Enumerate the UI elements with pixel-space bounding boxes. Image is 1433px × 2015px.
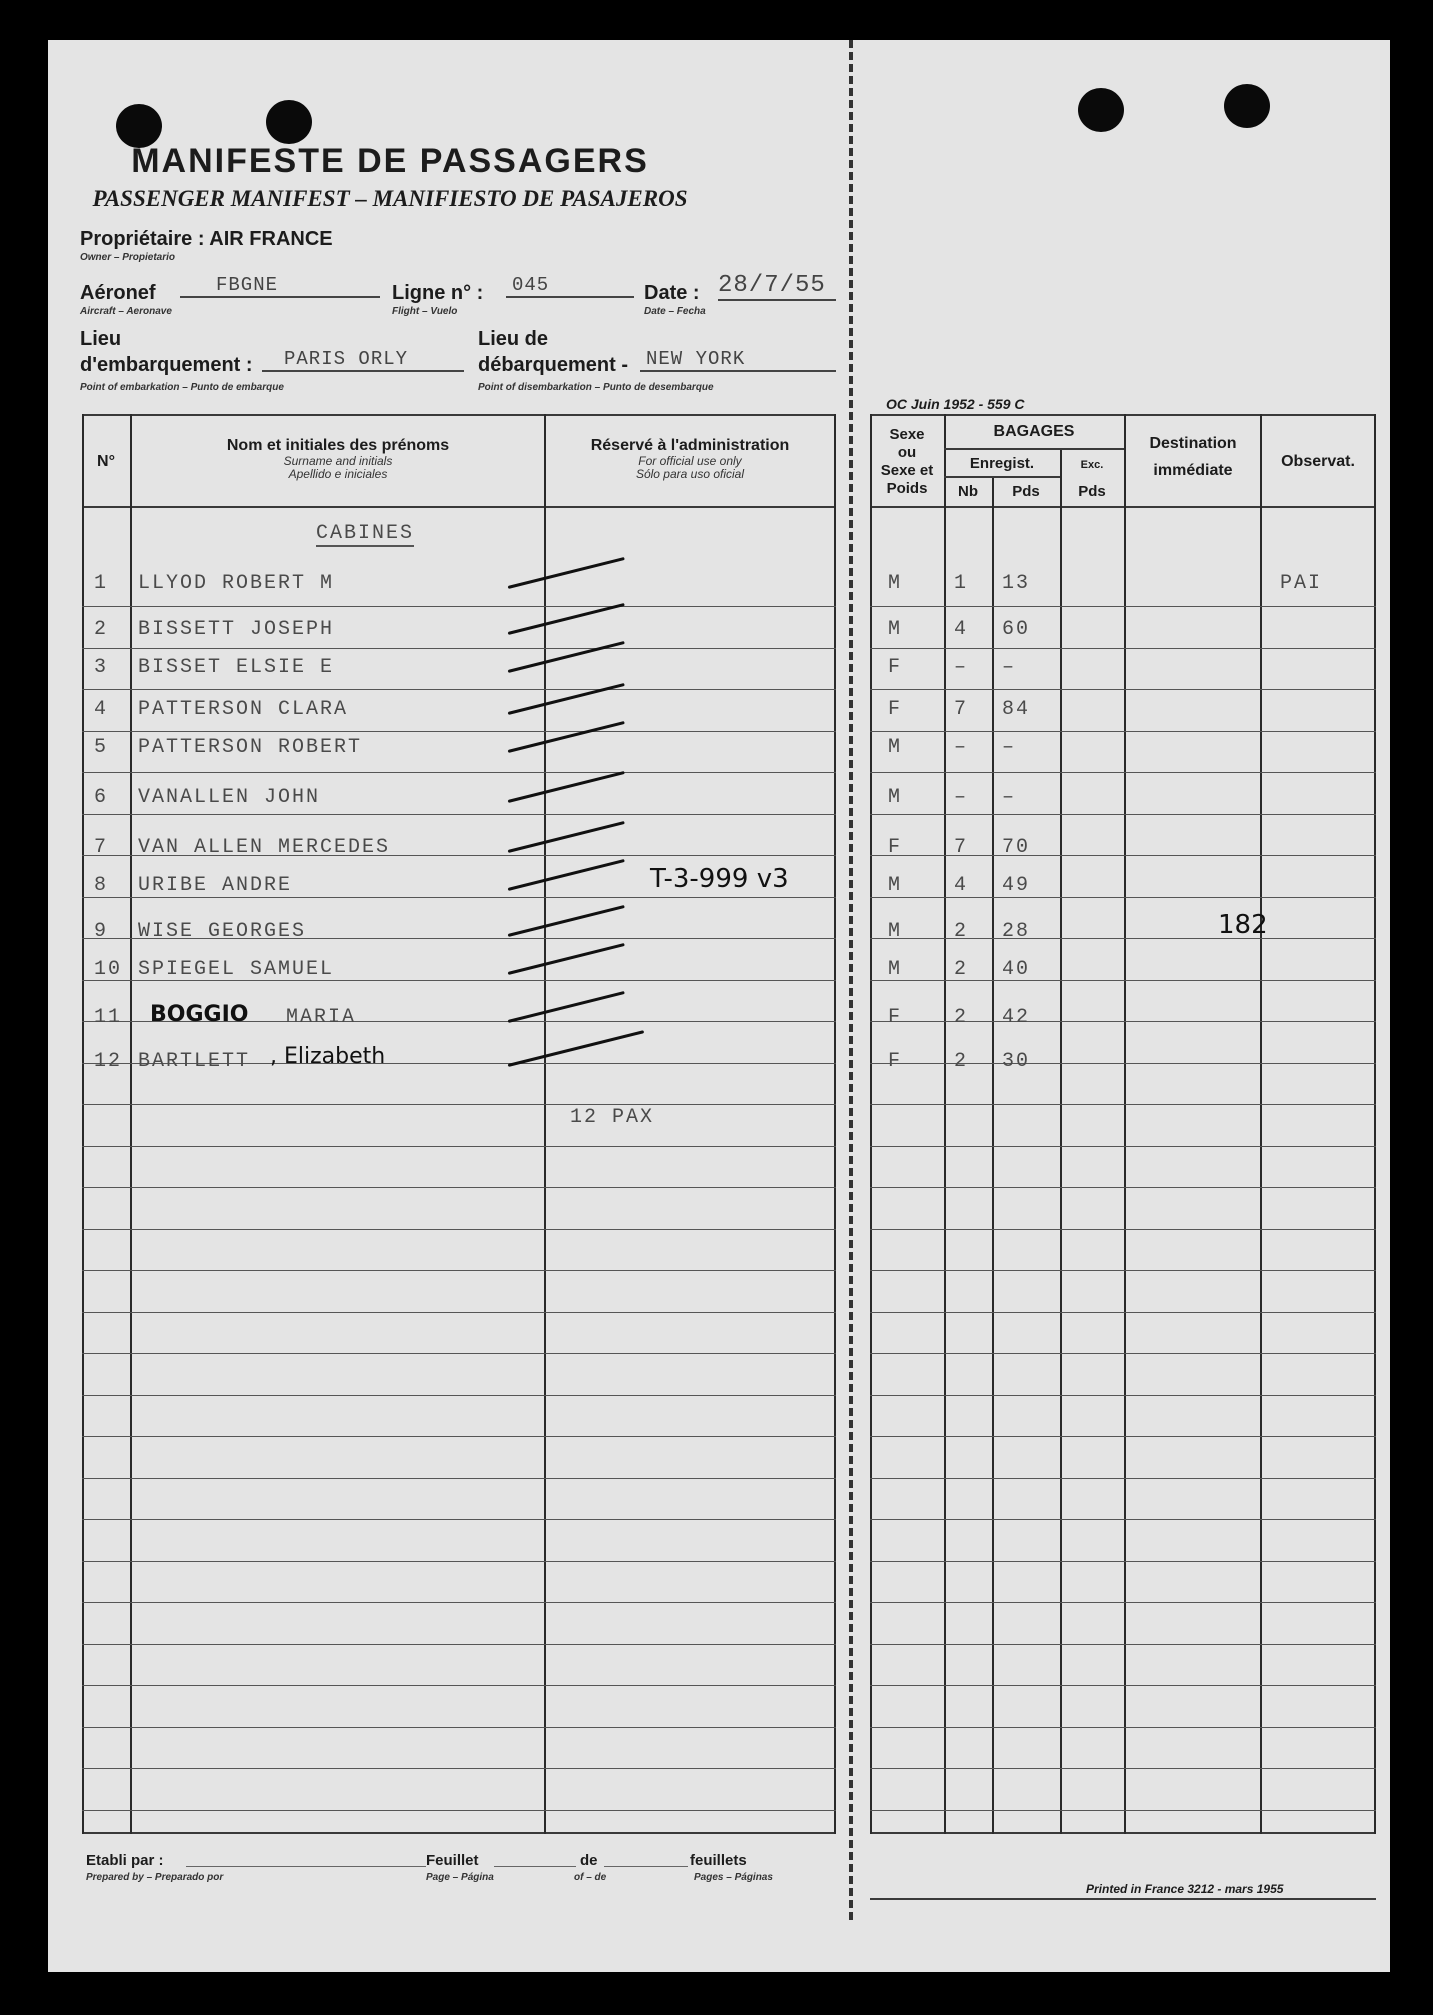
destination-handwritten: 182: [1218, 910, 1268, 940]
header-name-sub-es: Apellido e iniciales: [288, 467, 388, 481]
embark-label-1: Lieu: [80, 328, 122, 350]
footer-right-rule: [870, 1898, 1376, 1900]
footer-sheet-sub: Page – Página: [426, 1872, 494, 1883]
passenger-sex: M: [888, 736, 903, 759]
row-rule: [82, 1187, 836, 1188]
header-registered: Enregist.: [969, 455, 1035, 472]
form-reference: OC Juin 1952 - 559 C: [886, 396, 1025, 412]
right-table-edge: [870, 414, 872, 1834]
col-divider-excess: [1124, 414, 1126, 1834]
row-rule: [82, 1229, 836, 1230]
passenger-name: URIBE ANDRE: [138, 874, 293, 897]
row-rule: [870, 1229, 1376, 1230]
left-table-right: [834, 414, 836, 1834]
baggage-weight: 42: [1002, 1006, 1031, 1029]
row-rule: [870, 1063, 1376, 1064]
baggage-weight: 30: [1002, 1050, 1031, 1073]
baggage-weight: 70: [1002, 836, 1031, 859]
passenger-name: LLYOD ROBERT M: [138, 572, 335, 595]
page-title: MANIFESTE DE PASSAGERS: [131, 142, 649, 180]
registered-header-rule: [944, 476, 1060, 478]
baggage-count: –: [954, 786, 969, 809]
baggage-weight: –: [1002, 786, 1017, 809]
baggage-weight: 40: [1002, 958, 1031, 981]
header-observ: Observat.: [1281, 453, 1355, 470]
row-rule: [870, 938, 1376, 939]
row-number: 8: [94, 874, 109, 897]
row-rule: [870, 897, 1376, 898]
row-number: 11: [94, 1006, 123, 1029]
passenger-name: MARIA: [286, 1006, 357, 1029]
row-number: 6: [94, 786, 109, 809]
baggage-count: 7: [954, 698, 969, 721]
passenger-sex: F: [888, 1050, 903, 1073]
row-rule: [82, 1519, 836, 1520]
baggage-count: 4: [954, 874, 969, 897]
passenger-sex: M: [888, 874, 903, 897]
row-rule: [870, 1727, 1376, 1728]
col-divider-no: [130, 414, 132, 1834]
passenger-name: BISSET ELSIE E: [138, 656, 335, 679]
header-name-label: Nom et initiales des prénoms: [226, 437, 450, 454]
punch-hole: [1078, 88, 1124, 132]
row-number: 4: [94, 698, 109, 721]
passenger-name: VAN ALLEN MERCEDES: [138, 836, 391, 859]
footer-of-sub: of – de: [574, 1872, 607, 1883]
row-rule: [870, 772, 1376, 773]
owner-sub: Owner – Propietario: [80, 252, 176, 263]
disembark-sub: Point of disembarkation – Punto de desembarque: [478, 382, 714, 393]
section-label: CABINES: [316, 522, 415, 545]
passenger-name: BISSETT JOSEPH: [138, 618, 335, 641]
header-sex-line2: ou: [897, 444, 917, 461]
embark-label-2: d'embarquement :: [80, 354, 253, 376]
left-table-top: [82, 414, 836, 416]
row-rule: [82, 1561, 836, 1562]
baggage-count: 7: [954, 836, 969, 859]
col-divider-name: [544, 414, 546, 1834]
flight-sub: Flight – Vuelo: [392, 306, 458, 317]
baggage-count: 2: [954, 1006, 969, 1029]
header-sex: [870, 426, 944, 498]
passenger-name: BARTLETT: [138, 1050, 251, 1073]
row-number: 9: [94, 920, 109, 943]
aircraft-sub: Aircraft – Aeronave: [80, 306, 172, 317]
footer-prepared-rule: [186, 1866, 426, 1867]
footer-sheet-rule: [494, 1866, 576, 1867]
aircraft-value: FBGNE: [180, 274, 380, 298]
footer-sheets-sub: Pages – Páginas: [694, 1872, 773, 1883]
right-table-right: [1374, 414, 1376, 1834]
baggage-weight: –: [1002, 736, 1017, 759]
header-sex-line4: Poids: [886, 480, 928, 497]
row-number: 10: [94, 958, 123, 981]
passenger-name: PATTERSON CLARA: [138, 698, 349, 721]
date-value: 28/7/55: [718, 272, 836, 301]
row-rule: [82, 1810, 836, 1811]
fold-line: [849, 40, 853, 1920]
passenger-sex: M: [888, 572, 903, 595]
row-rule: [870, 648, 1376, 649]
row-rule: [82, 1478, 836, 1479]
row-rule: [870, 855, 1376, 856]
baggage-header-rule: [944, 448, 1124, 450]
passenger-name-handwritten: , Elizabeth: [270, 1044, 386, 1069]
row-rule: [870, 1810, 1376, 1811]
passenger-surname-handwritten: BOGGIO: [150, 1002, 249, 1027]
row-rule: [82, 1353, 836, 1354]
row-rule: [870, 814, 1376, 815]
baggage-weight: 84: [1002, 698, 1031, 721]
row-rule: [82, 772, 836, 773]
passenger-sex: M: [888, 786, 903, 809]
row-rule: [870, 1644, 1376, 1645]
passenger-sex: M: [888, 618, 903, 641]
row-rule: [82, 1685, 836, 1686]
left-table-bottom: [82, 1832, 836, 1834]
row-rule: [870, 731, 1376, 732]
row-rule: [82, 1146, 836, 1147]
row-number: 7: [94, 836, 109, 859]
punch-hole: [1224, 84, 1270, 128]
row-rule: [870, 1187, 1376, 1188]
passenger-name: WISE GEORGES: [138, 920, 307, 943]
row-rule: [870, 1395, 1376, 1396]
disembark-label-2: débarquement -: [478, 354, 629, 376]
baggage-weight: –: [1002, 656, 1017, 679]
left-table-edge: [82, 414, 84, 1834]
flight-value: 045: [506, 274, 634, 298]
baggage-weight: 13: [1002, 572, 1031, 595]
row-rule: [870, 1021, 1376, 1022]
header-destination-line2: immédiate: [1153, 462, 1233, 479]
embark-sub: Point of embarkation – Punto de embarque: [80, 382, 284, 393]
row-rule: [870, 1685, 1376, 1686]
row-rule: [870, 689, 1376, 690]
passenger-sex: F: [888, 698, 903, 721]
header-nb: Nb: [958, 483, 978, 500]
baggage-weight: 28: [1002, 920, 1031, 943]
manifest-sheet: [48, 40, 1390, 1972]
header-admin-label: Réservé à l'administration: [590, 437, 790, 454]
row-rule: [870, 1146, 1376, 1147]
col-divider-sex: [944, 414, 946, 1834]
total-pax: 12 PAX: [570, 1106, 655, 1129]
header-sex-line1: Sexe: [889, 426, 925, 443]
footer-of-rule: [604, 1866, 688, 1867]
col-divider-pds: [1060, 448, 1062, 1834]
row-rule: [82, 897, 836, 898]
header-name: [132, 436, 544, 481]
disembark-label-1: Lieu de: [478, 328, 549, 350]
row-rule: [82, 814, 836, 815]
header-excess: Exc.: [1080, 459, 1104, 471]
row-number: 2: [94, 618, 109, 641]
row-number: 12: [94, 1050, 123, 1073]
row-rule: [82, 1395, 836, 1396]
row-rule: [870, 1353, 1376, 1354]
row-rule: [870, 606, 1376, 607]
punch-hole: [266, 100, 312, 144]
footer-prepared-label: Etabli par :: [86, 1852, 164, 1869]
row-rule: [82, 606, 836, 607]
row-number: 3: [94, 656, 109, 679]
date-sub: Date – Fecha: [644, 306, 706, 317]
footer-sheets-label: feuillets: [690, 1852, 747, 1869]
row-rule: [870, 1312, 1376, 1313]
col-divider-destination: [1260, 414, 1262, 1834]
row-rule: [82, 1270, 836, 1271]
row-rule: [870, 1104, 1376, 1105]
row-rule: [870, 1519, 1376, 1520]
passenger-sex: M: [888, 958, 903, 981]
flight-label: Ligne n° :: [392, 282, 484, 304]
row-rule: [82, 1602, 836, 1603]
admin-note-handwritten: T-3-999 v3: [650, 864, 789, 894]
row-rule: [82, 648, 836, 649]
row-rule: [870, 1270, 1376, 1271]
baggage-count: 2: [954, 1050, 969, 1073]
footer-printed: Printed in France 3212 - mars 1955: [1086, 1882, 1284, 1896]
row-rule: [82, 1644, 836, 1645]
col-divider-nb: [992, 476, 994, 1834]
header-admin-sub-es: Sólo para uso oficial: [635, 467, 745, 481]
header-no: N°: [97, 453, 115, 470]
header-destination-line1: Destination: [1149, 435, 1237, 452]
aircraft-label: Aéronef: [80, 282, 156, 304]
footer-prepared-sub: Prepared by – Preparado por: [86, 1872, 224, 1883]
row-rule: [82, 1436, 836, 1437]
row-rule: [82, 1727, 836, 1728]
page-subtitle: PASSENGER MANIFEST – MANIFIESTO DE PASAJEROS: [92, 186, 688, 211]
header-baggage: BAGAGES: [993, 423, 1075, 440]
baggage-count: –: [954, 656, 969, 679]
passenger-sex: F: [888, 836, 903, 859]
baggage-count: –: [954, 736, 969, 759]
passenger-sex: M: [888, 920, 903, 943]
passenger-name: PATTERSON ROBERT: [138, 736, 363, 759]
owner-label: Propriétaire : AIR FRANCE: [80, 228, 333, 250]
header-name-sub-en: Surname and initials: [283, 454, 393, 468]
row-rule: [870, 1436, 1376, 1437]
passenger-name: SPIEGEL SAMUEL: [138, 958, 335, 981]
header-sex-line3: Sexe et: [880, 462, 934, 479]
row-rule: [82, 731, 836, 732]
left-table-header-bottom: [82, 506, 836, 508]
row-rule: [82, 689, 836, 690]
disembark-value: NEW YORK: [640, 348, 836, 372]
observation: PAI: [1280, 572, 1323, 595]
row-rule: [870, 1768, 1376, 1769]
header-destination: [1126, 434, 1260, 480]
row-rule: [82, 1768, 836, 1769]
date-label: Date :: [644, 282, 700, 304]
passenger-sex: F: [888, 656, 903, 679]
header-admin: [546, 436, 834, 481]
row-rule: [870, 1602, 1376, 1603]
baggage-count: 4: [954, 618, 969, 641]
baggage-count: 2: [954, 920, 969, 943]
row-number: 1: [94, 572, 109, 595]
baggage-weight: 49: [1002, 874, 1031, 897]
embark-value: PARIS ORLY: [262, 348, 464, 372]
row-rule: [82, 1104, 836, 1105]
passenger-sex: F: [888, 1006, 903, 1029]
footer-of-label: de: [580, 1852, 598, 1869]
header-admin-sub-en: For official use only: [638, 454, 742, 468]
baggage-weight: 60: [1002, 618, 1031, 641]
baggage-count: 2: [954, 958, 969, 981]
row-rule: [870, 1478, 1376, 1479]
baggage-count: 1: [954, 572, 969, 595]
row-rule: [82, 1312, 836, 1313]
passenger-name: VANALLEN JOHN: [138, 786, 321, 809]
header-excess-pds: Pds: [1078, 483, 1106, 500]
row-rule: [870, 1561, 1376, 1562]
footer-sheet-label: Feuillet: [426, 1852, 479, 1869]
row-rule: [870, 980, 1376, 981]
row-number: 5: [94, 736, 109, 759]
header-pds: Pds: [1012, 483, 1040, 500]
